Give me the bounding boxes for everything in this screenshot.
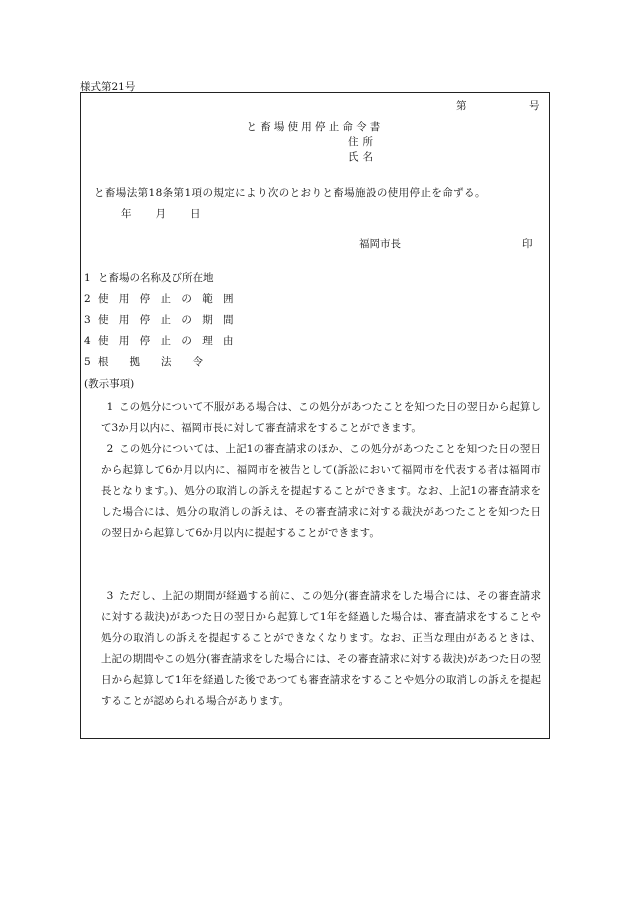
date-day: 日 (190, 208, 201, 220)
item-label: 使 用 停 止 の 範 囲 (98, 293, 238, 305)
notice-text: この処分については、上記1の審査請求のほか、この処分があつたことを知つた日の翌日から起算して6か月以内に、福岡市を被告として(訴訟において福岡市を代表する者は福岡市長となります。)、処分の取消しの訴えを提起することができます。なお、上記1の審査請求をした場合には、処分の取消しの訴えは、その審査請求に対する裁決があつたことを知つた日の翌日から起算して6か月以内に提起することができます。 (101, 443, 541, 539)
item-number: 4 (84, 335, 91, 347)
form-number: 様式第21号 (80, 81, 136, 93)
list-item (84, 292, 237, 306)
list-item (84, 334, 237, 348)
list-item (84, 313, 237, 327)
document-number-suffix: 号 (529, 100, 540, 112)
item-number: 3 (84, 314, 91, 326)
list-item (84, 355, 203, 369)
item-number: 2 (84, 293, 91, 305)
item-number: 5 (84, 356, 91, 368)
list-item (84, 271, 214, 285)
notice-paragraph (101, 397, 541, 439)
item-label: 根 拠 法 令 (98, 356, 203, 368)
name-label: 氏名 (348, 151, 377, 163)
notice-paragraph (101, 439, 541, 544)
notice-number: 1 (106, 401, 114, 413)
order-statement: と畜場法第18条第1項の規定により次のとおりと畜場施設の使用停止を命ずる。 (94, 187, 486, 199)
seal-mark: 印 (522, 238, 533, 250)
notice-paragraph (101, 586, 541, 712)
notice-number: 2 (106, 443, 114, 455)
notice-text: ただし、上記の期間が経過する前に、この処分(審査請求をした場合には、その審査請求に対する裁決)があつた日の翌日から起算して1年を経過した場合は、審査請求をすることや処分の取消しの訴えを提起することができなくなります。なお、正当な理由があるときは、上記の期間やこの処分(審査請求をした場合には、その審査請求に対する裁決)があつた日の翌日から起算して1年を経過した後であつても審査請求をすることや処分の取消しの訴えを提起することが認められる場合があります。 (101, 590, 541, 707)
issue-date (121, 207, 225, 221)
notice-number: 3 (106, 590, 114, 602)
notice-heading: (教示事項) (84, 378, 135, 390)
item-label: と畜場の名称及び所在地 (98, 272, 214, 284)
date-month: 月 (155, 208, 166, 220)
issuer-title: 福岡市長 (359, 238, 401, 250)
item-label: 使 用 停 止 の 理 由 (98, 335, 238, 347)
document-title: と畜場使用停止命令書 (246, 121, 384, 133)
document-frame (80, 92, 550, 739)
item-number: 1 (84, 272, 91, 284)
address-label: 住所 (348, 136, 377, 148)
notice-text: この処分について不服がある場合は、この処分があつたことを知つた日の翌日から起算して3か月以内に、福岡市長に対して審査請求をすることができます。 (101, 401, 541, 434)
date-year: 年 (121, 208, 132, 220)
document-number-prefix: 第 (456, 100, 467, 112)
item-label: 使 用 停 止 の 期 間 (98, 314, 238, 326)
